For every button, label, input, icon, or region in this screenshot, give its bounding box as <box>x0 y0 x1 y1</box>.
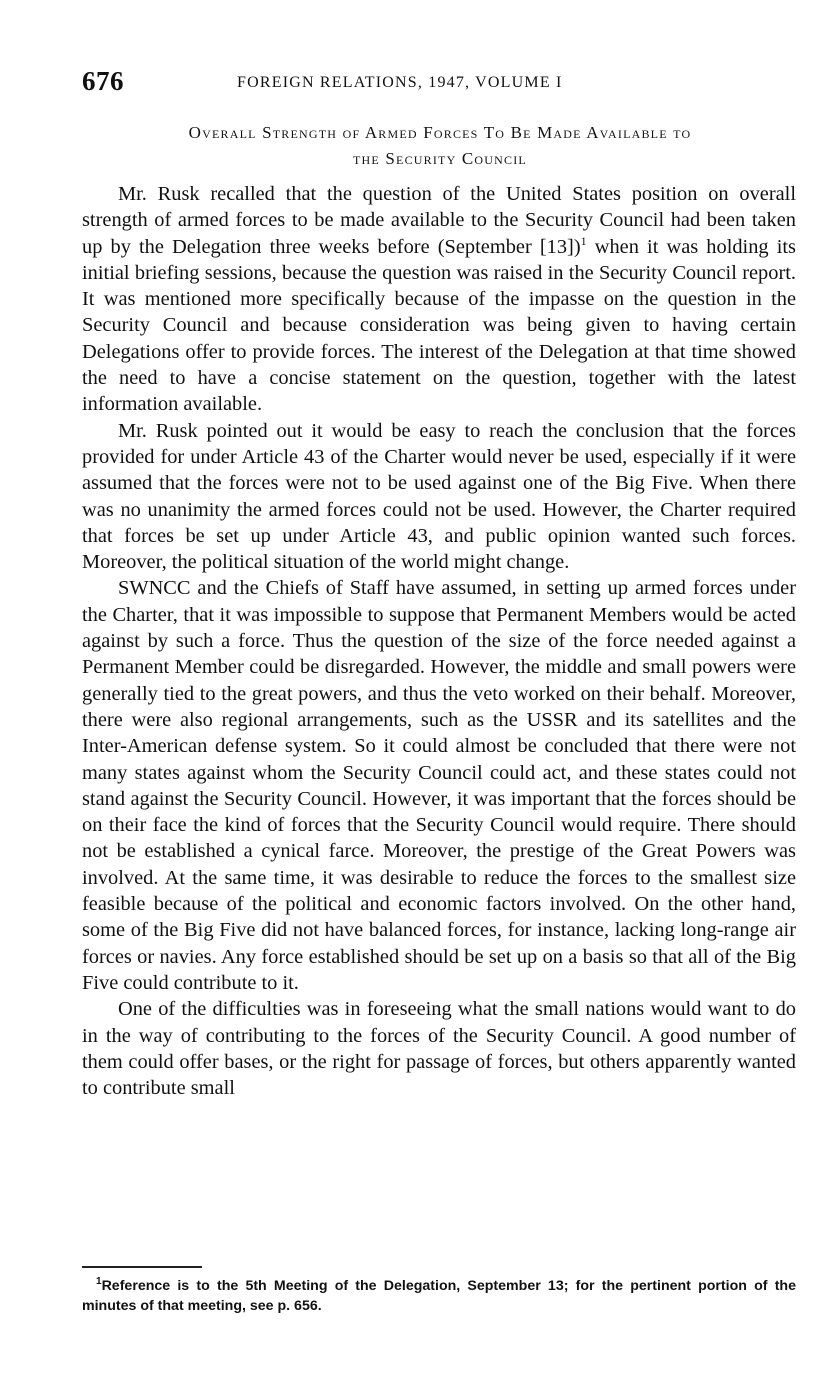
paragraph-1-text-before: Mr. Rusk recalled that the question of the United States position on overall strength of armed forces to be made available to the Security Council had been taken up by the Delegation three weeks before (September [13]) <box>82 183 796 258</box>
section-heading-line-2: the Security Council <box>353 149 527 168</box>
footnote-reference[interactable]: 1 <box>580 233 587 248</box>
paragraph-3: SWNCC and the Chiefs of Staff have assumed, in setting up armed forces under the Charter, that it was impossible to suppose that Permanent Members would be acted against by such a force. Thus the question of the size of the force needed against a Permanent Member could be disregarded. However, the middle and small powers were generally tied to the great powers, and thus the veto worked on their behalf. Moreover, there were also regional arrangements, such as the USSR and its satellites and the Inter-American defense system. So it could almost be concluded that there were not many states against whom the Security Council could act, and these states could not stand against the Security Council. However, it was important that the forces should be on their face the kind of forces that the Security Council would require. There should not be established a cynical farce. Moreover, the prestige of the Great Powers was involved. At the same time, it was desirable to reduce the forces to the smallest size feasible because of the political and economic factors involved. On the other hand, some of the Big Five did not have balanced forces, for instance, lacking long-range air forces or navies. Any force established should be set up on a basis so that all of the Big Five could contribute to it. <box>82 577 796 994</box>
running-head: FOREIGN RELATIONS, 1947, VOLUME I <box>237 74 563 91</box>
paragraph-1-text-after: when it was holding its initial briefing sessions, because the question was raised in the Security Council report. It was mentioned more specifically because of the impasse on the question in the Security Council and because consideration was being given to having certain Delegations offer to provide forces. The interest of the Delegation at that time showed the need to have a concise statement on the question, together with the latest information available. <box>82 235 796 416</box>
footnote <box>82 1276 796 1316</box>
body-text <box>82 181 796 1101</box>
paragraph-1 <box>82 181 796 418</box>
footnote-text: Reference is to the 5th Meeting of the Delegation, September 13; for the pertinent portion of the minutes of that meeting, see p. 656. <box>82 1278 796 1314</box>
footnote-mark: 1 <box>96 1276 102 1288</box>
paragraph-4: One of the difficulties was in foreseeing what the small nations would want to do in the way of contributing to the forces of the Security Council. A good number of them could offer bases, or the right for passage of forces, but others apparently wanted to contribute small <box>82 998 796 1100</box>
page-header <box>82 66 792 102</box>
section-heading-line-1: Overall Strength of Armed Forces To Be Made Available to <box>188 123 692 142</box>
paragraph-2: Mr. Rusk pointed out it would be easy to reach the conclusion that the forces provided for under Article 43 of the Charter would never be used, especially if it were assumed that the forces were not to be used against one of the Big Five. When there was no unanimity the armed forces could not be used. However, the Charter required that forces be set up under Article 43, and public opinion wanted such forces. Moreover, the political situation of the world might change. <box>82 419 796 574</box>
section-heading <box>70 120 810 172</box>
footnote-divider <box>82 1266 202 1268</box>
page-number: 676 <box>82 66 124 96</box>
